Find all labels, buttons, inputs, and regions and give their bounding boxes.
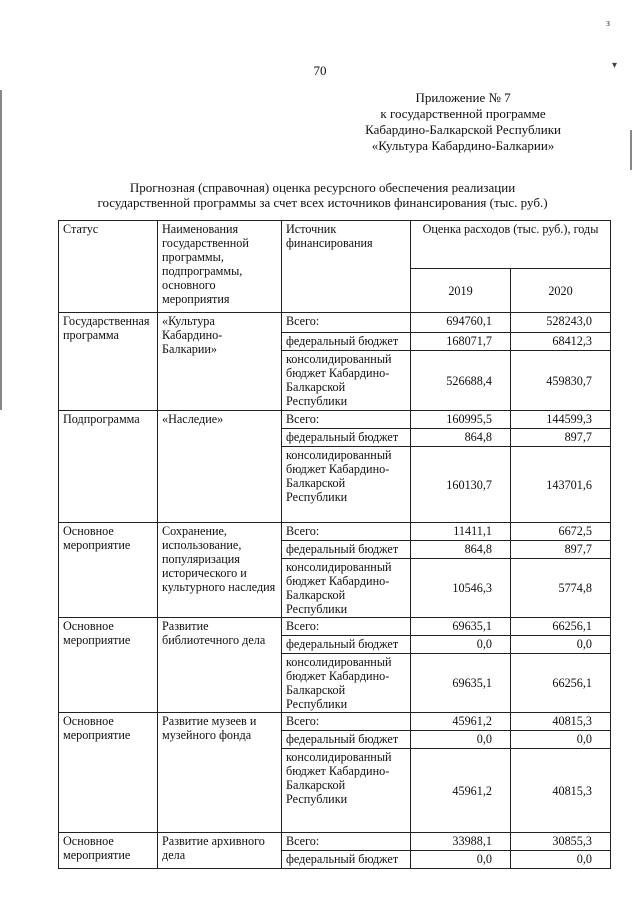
table-row — [59, 618, 611, 636]
amount-cell: 66256,1 — [511, 654, 611, 713]
source-cell: Всего: — [282, 523, 411, 541]
source-cell: федеральный бюджет — [282, 429, 411, 447]
source-cell: Всего: — [282, 713, 411, 731]
amount-cell: 6672,5 — [511, 523, 611, 541]
source-cell: консолидированный бюджет Кабардино-Балкарской Республики — [282, 654, 411, 713]
amount-cell: 0,0 — [511, 851, 611, 869]
amount-cell: 897,7 — [511, 429, 611, 447]
program-name-cell: «Наследие» — [158, 411, 282, 523]
program-name-cell: Развитие архивного дела — [158, 833, 282, 869]
source-cell: Всего: — [282, 833, 411, 851]
amount-cell: 168071,7 — [411, 333, 511, 351]
source-cell: консолидированный бюджет Кабардино-Балкарской Республики — [282, 749, 411, 833]
amount-cell: 694760,1 — [411, 313, 511, 333]
header-year: 2020 — [511, 269, 611, 313]
status-cell: Государственная программа — [59, 313, 158, 411]
amount-cell: 897,7 — [511, 541, 611, 559]
table-row — [59, 411, 611, 429]
title-line: государственной программы за счет всех источников финансирования (тыс. руб.) — [97, 195, 548, 210]
appendix-line: Кабардино-Балкарской Республики — [365, 122, 561, 137]
amount-cell: 0,0 — [411, 851, 511, 869]
header-status: Статус — [59, 221, 158, 313]
source-cell: федеральный бюджет — [282, 636, 411, 654]
header-name: Наименования государственной программы, подпрограммы, основного мероприятия — [158, 221, 282, 313]
source-cell: Всего: — [282, 618, 411, 636]
amount-cell: 0,0 — [411, 636, 511, 654]
status-cell: Основное мероприятие — [59, 523, 158, 618]
program-name-cell: Развитие музеев и музейного фонда — [158, 713, 282, 833]
status-cell: Основное мероприятие — [59, 833, 158, 869]
source-cell: консолидированный бюджет Кабардино-Балкарской Республики — [282, 351, 411, 411]
amount-cell: 45961,2 — [411, 749, 511, 833]
status-cell: Подпрограмма — [59, 411, 158, 523]
appendix-note — [365, 90, 561, 154]
scan-edge-left — [0, 90, 2, 410]
header-year: 2019 — [411, 269, 511, 313]
amount-cell: 160130,7 — [411, 447, 511, 523]
amount-cell: 40815,3 — [511, 749, 611, 833]
amount-cell: 33988,1 — [411, 833, 511, 851]
program-name-cell: Развитие библиотечного дела — [158, 618, 282, 713]
amount-cell: 144599,3 — [511, 411, 611, 429]
scan-dot: ▾ — [612, 60, 618, 71]
amount-cell: 459830,7 — [511, 351, 611, 411]
amount-cell: 40815,3 — [511, 713, 611, 731]
amount-cell: 5774,8 — [511, 559, 611, 618]
appendix-line: к государственной программе — [380, 106, 546, 121]
amount-cell: 160995,5 — [411, 411, 511, 429]
appendix-line: «Культура Кабардино-Балкарии» — [371, 138, 555, 153]
program-name-cell: «Культура Кабардино-Балкарии» — [158, 313, 282, 411]
table-row — [59, 523, 611, 541]
header-source: Источник финансирования — [282, 221, 411, 313]
amount-cell: 30855,3 — [511, 833, 611, 851]
amount-cell: 11411,1 — [411, 523, 511, 541]
amount-cell: 68412,3 — [511, 333, 611, 351]
source-cell: консолидированный бюджет Кабардино-Балкарской Республики — [282, 447, 411, 523]
amount-cell: 143701,6 — [511, 447, 611, 523]
amount-cell: 864,8 — [411, 541, 511, 559]
source-cell: консолидированный бюджет Кабардино-Балкарской Республики — [282, 559, 411, 618]
amount-cell: 0,0 — [511, 731, 611, 749]
scan-edge-right — [630, 130, 632, 170]
amount-cell: 864,8 — [411, 429, 511, 447]
header-estimate: Оценка расходов (тыс. руб.), годы — [411, 221, 611, 269]
program-name-cell: Сохранение, использование, популяризация исторического и культурного наследия — [158, 523, 282, 618]
source-cell: федеральный бюджет — [282, 333, 411, 351]
amount-cell: 0,0 — [511, 636, 611, 654]
funding-table — [58, 220, 611, 869]
source-cell: федеральный бюджет — [282, 731, 411, 749]
source-cell: Всего: — [282, 313, 411, 333]
source-cell: Всего: — [282, 411, 411, 429]
status-cell: Основное мероприятие — [59, 618, 158, 713]
page-number: 70 — [313, 63, 327, 78]
amount-cell: 526688,4 — [411, 351, 511, 411]
table-row — [59, 313, 611, 333]
amount-cell: 69635,1 — [411, 654, 511, 713]
amount-cell: 10546,3 — [411, 559, 511, 618]
amount-cell: 0,0 — [411, 731, 511, 749]
status-cell: Основное мероприятие — [59, 713, 158, 833]
amount-cell: 45961,2 — [411, 713, 511, 731]
amount-cell: 69635,1 — [411, 618, 511, 636]
title-line: Прогнозная (справочная) оценка ресурсного обеспечения реализации — [129, 180, 516, 195]
source-cell: федеральный бюджет — [282, 851, 411, 869]
table-row — [59, 833, 611, 851]
amount-cell: 528243,0 — [511, 313, 611, 333]
corner-mark: з — [606, 18, 610, 29]
document-title — [90, 180, 555, 210]
source-cell: федеральный бюджет — [282, 541, 411, 559]
table-row — [59, 713, 611, 731]
amount-cell: 66256,1 — [511, 618, 611, 636]
appendix-line: Приложение № 7 — [415, 90, 511, 105]
